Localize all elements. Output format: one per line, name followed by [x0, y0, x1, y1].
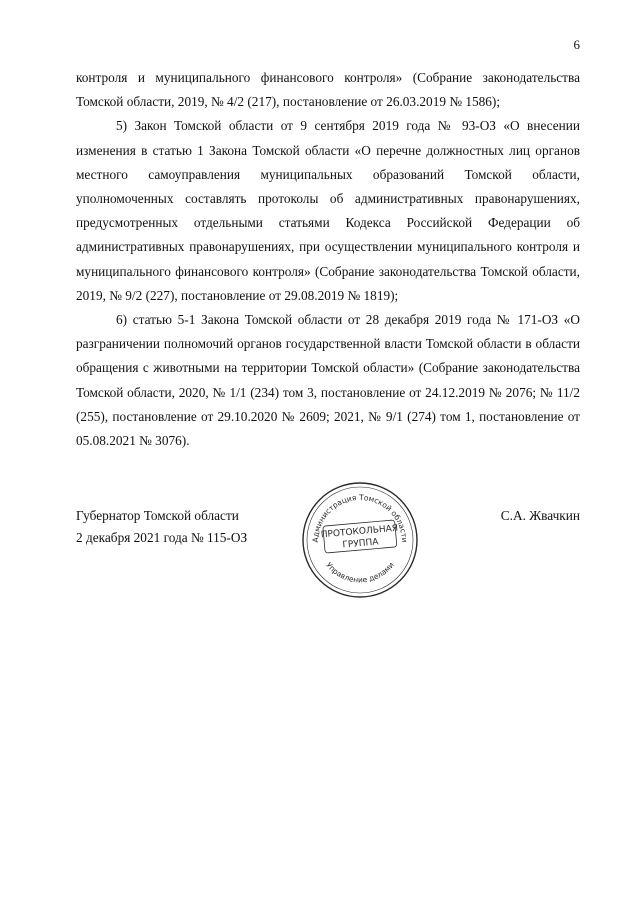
body-text — [76, 66, 580, 453]
stamp-bottom-text: Управление делами — [324, 560, 396, 585]
paragraph: контроля и муниципального финансового контроля» (Собрание законодательства Томской области, 2019, № 4/2 (217), постановление от 26.03.2019 № 1586); — [76, 70, 580, 110]
paragraph: 6) статью 5-1 Закона Томской области от 28 декабря 2019 года № 171-ОЗ «О разграничении полномочий органов государственной власти Томской области в области обращения с животными на территории Томской области» (Собрание законодательства Томской области, 2020, № 1/1 (234) том 3, постановление от 24.12.2019 № 2076; № 11/2 (255), постановление от 29.10.2020 № 2609; 2021, № 9/1 (274) том 1, постановление от 05.08.2021 № 3076). — [76, 312, 580, 449]
paragraph: 5) Закон Томской области от 9 сентября 2019 года № 93-ОЗ «О внесении изменения в статью 1 Закона Томской области «О перечне должностных лиц органов местного самоуправления муниципальных образований Томской области, уполномоченных составлять протоколы об административных правонарушениях, предусмотренных отдельными статьями Кодекса Российской Федерации об административных правонарушениях, при осуществлении муниципального контроля и муниципального финансового контроля» (Собрание законодательства Томской области, 2019, № 9/2 (227), постановление от 29.08.2019 № 1819); — [76, 118, 580, 303]
stamp-outer-text: Администрация Томской области — [310, 492, 410, 543]
official-stamp — [300, 480, 420, 600]
signer-date: 2 декабря 2021 года № 115-ОЗ — [76, 530, 248, 545]
page-number: 6 — [573, 37, 580, 52]
stamp-center-line1: ПРОТОКОЛЬНАЯ — [320, 523, 399, 541]
signer-title: Губернатор Томской области — [76, 508, 239, 523]
signer-name: С.А. Жвачкин — [500, 508, 580, 523]
stamp-center-line2: ГРУППА — [342, 537, 379, 551]
svg-text:Управление делами — [324, 560, 396, 584]
